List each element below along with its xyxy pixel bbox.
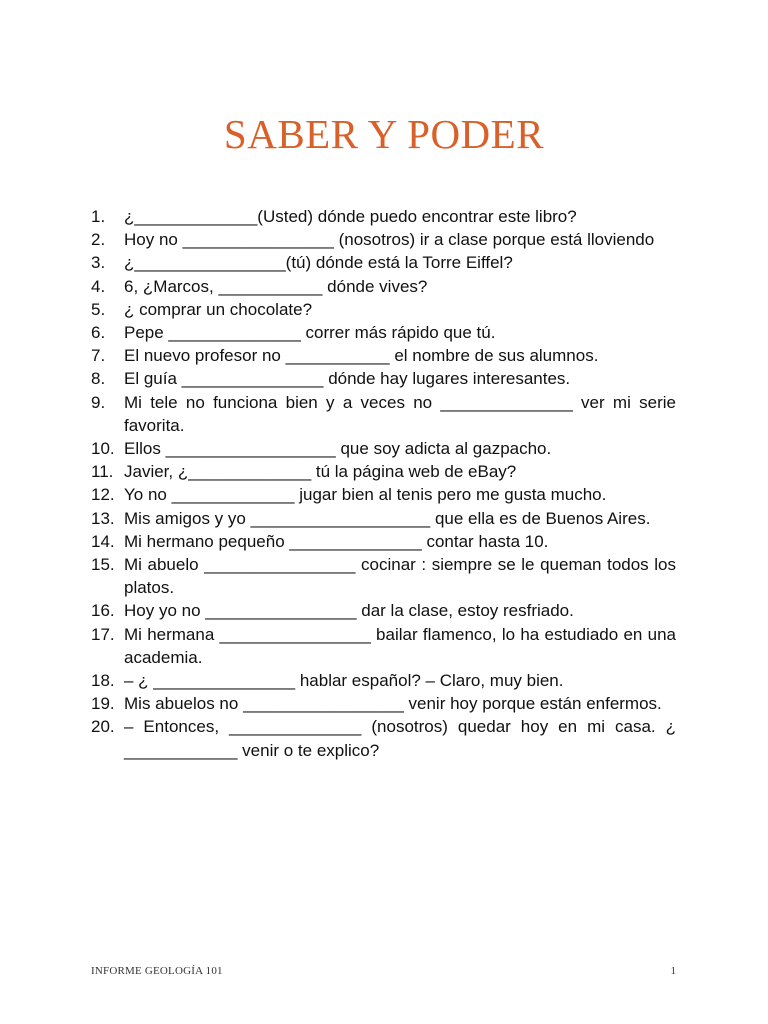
exercise-number: 15. (91, 555, 115, 575)
exercise-item (91, 344, 676, 367)
exercise-item (91, 553, 676, 599)
exercise-item (91, 367, 676, 390)
exercise-text: Mis abuelos no _________________ venir hoy porque están enfermos. (124, 694, 662, 714)
exercise-text: – ¿ _______________ hablar español? – Claro, muy bien. (124, 671, 564, 691)
exercise-number: 13. (91, 508, 115, 528)
exercise-item (91, 692, 676, 715)
exercise-item (91, 391, 676, 437)
exercise-text: Mi hermana ________________ bailar flamenco, lo ha estudiado en una academia. (124, 624, 676, 667)
exercise-number: 6. (91, 323, 106, 343)
exercise-number: 5. (91, 299, 106, 319)
exercise-number: 17. (91, 624, 115, 644)
exercise-number: 1. (91, 207, 106, 226)
exercise-item (91, 437, 676, 460)
exercise-text: El guía _______________ dónde hay lugares interesantes. (124, 369, 571, 389)
exercise-number: 4. (91, 276, 106, 296)
exercise-list (91, 205, 676, 762)
exercise-item (91, 669, 676, 692)
exercise-item (91, 228, 676, 251)
exercise-item (91, 321, 676, 344)
exercise-text: Pepe ______________ correr más rápido que tú. (124, 323, 496, 343)
exercise-item (91, 298, 676, 321)
exercise-number: 7. (91, 346, 106, 366)
exercise-text: ¿ comprar un chocolate? (124, 299, 313, 319)
footer-document-label: INFORME GEOLOGÍA 101 (91, 965, 223, 977)
exercise-item (91, 275, 676, 298)
exercise-text: Mi hermano pequeño ______________ contar hasta 10. (124, 531, 549, 551)
exercise-text: 6, ¿Marcos, ___________ dónde vives? (124, 276, 428, 296)
exercise-item (91, 599, 676, 622)
exercise-number: 11. (91, 462, 114, 482)
exercise-text: ¿_____________(Usted) dónde puedo encontrar este libro? (124, 207, 577, 226)
exercise-number: 2. (91, 230, 106, 250)
exercise-item (91, 483, 676, 506)
exercise-text: El nuevo profesor no ___________ el nombre de sus alumnos. (124, 346, 599, 366)
exercise-text: Javier, ¿_____________ tú la página web de eBay? (124, 462, 517, 482)
exercise-number: 18. (91, 671, 115, 691)
exercise-text: – Entonces, ______________ (nosotros) quedar hoy en mi casa. ¿ ____________ venir o te explico? (124, 717, 676, 760)
page-title: SABER Y PODER (223, 111, 545, 157)
exercise-number: 10. (91, 439, 115, 459)
exercise-text: Hoy no ________________ (nosotros) ir a clase porque está lloviendo (124, 230, 655, 250)
exercise-text: Mis amigos y yo ___________________ que ella es de Buenos Aires. (124, 508, 651, 528)
exercise-item (91, 530, 676, 553)
exercise-item (91, 623, 676, 669)
exercise-number: 20. (91, 717, 115, 737)
exercise-text: ¿________________(tú) dónde está la Torre Eiffel? (124, 253, 513, 273)
exercise-item (91, 251, 676, 274)
exercise-number: 12. (91, 485, 115, 505)
exercise-item (91, 715, 676, 761)
exercise-text: Ellos __________________ que soy adicta al gazpacho. (124, 439, 552, 459)
exercise-item (91, 205, 676, 228)
exercise-text: Mi abuelo ________________ cocinar : siempre se le queman todos los platos. (124, 555, 676, 598)
exercise-number: 14. (91, 531, 115, 551)
exercise-number: 8. (91, 369, 106, 389)
exercise-text: Hoy yo no ________________ dar la clase, estoy resfriado. (124, 601, 574, 621)
exercise-number: 3. (91, 253, 106, 273)
exercise-number: 19. (91, 694, 115, 714)
exercise-number: 16. (91, 601, 115, 621)
exercise-number: 9. (91, 392, 106, 412)
exercise-text: Yo no _____________ jugar bien al tenis pero me gusta mucho. (124, 485, 607, 505)
exercise-item (91, 507, 676, 530)
footer-page-number: 1 (670, 965, 676, 977)
exercise-item (91, 460, 676, 483)
exercise-text: Mi tele no funciona bien y a veces no ______________ ver mi serie favorita. (124, 392, 676, 435)
